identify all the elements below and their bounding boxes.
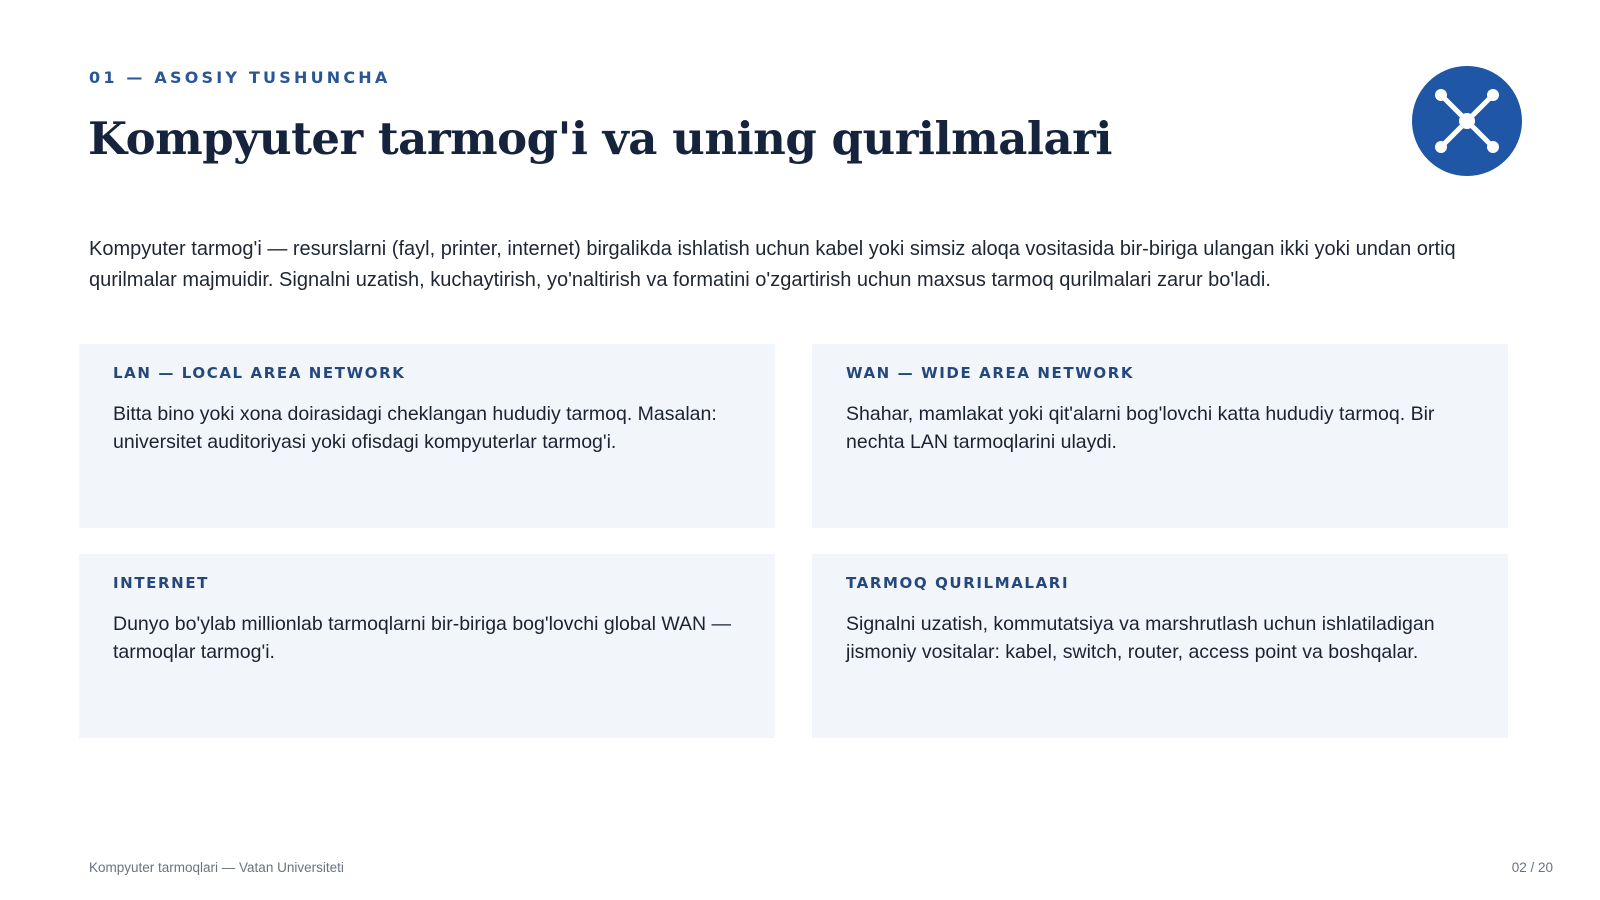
card-wan — [812, 344, 1508, 528]
network-nodes-icon — [1412, 66, 1522, 176]
section-label: 01 — ASOSIY TUSHUNCHA — [89, 68, 391, 87]
card-network-devices — [812, 554, 1508, 738]
card-body: Signalni uzatish, kommutatsiya va marshrutlash uchun ishlatiladigan jismoniy vositalar: kabel, switch, router, access point va boshqalar. — [846, 613, 1435, 663]
card-heading: WAN — WIDE AREA NETWORK — [846, 364, 1135, 382]
card-body: Bitta bino yoki xona doirasidagi cheklangan hududiy tarmoq. Masalan: universitet auditoriyasi yoki ofisdagi kompyuterlar tarmog'i. — [113, 403, 717, 453]
card-internet — [79, 554, 775, 738]
card-lan — [79, 344, 775, 528]
card-heading: TARMOQ QURILMALARI — [846, 574, 1070, 592]
card-heading: LAN — LOCAL AREA NETWORK — [113, 364, 406, 382]
card-body: Shahar, mamlakat yoki qit'alarni bog'lovchi katta hududiy tarmoq. Bir nechta LAN tarmoqlarini ulaydi. — [846, 403, 1435, 453]
page-title: Kompyuter tarmog'i va uning qurilmalari — [88, 112, 1112, 165]
footer-course-title: Kompyuter tarmoqlari — Vatan Universiteti — [89, 860, 344, 875]
page-number: 02 / 20 — [1511, 860, 1553, 875]
card-body: Dunyo bo'ylab millionlab tarmoqlarni bir-biriga bog'lovchi global WAN — tarmoqlar tarmog'i. — [113, 613, 732, 663]
intro-paragraph: Kompyuter tarmog'i — resurslarni (fayl, printer, internet) birgalikda ishlatish uchun kabel yoki simsiz aloqa vositasida bir-biriga ulangan ikki yoki undan ortiq qurilmalar majmuidir. Signalni uzatish, kuchaytirish, yo'naltirish va formatini o'zgartirish uchun maxsus tarmoq qurilmalari zarur bo'ladi. — [89, 238, 1456, 291]
card-heading: INTERNET — [113, 574, 209, 592]
